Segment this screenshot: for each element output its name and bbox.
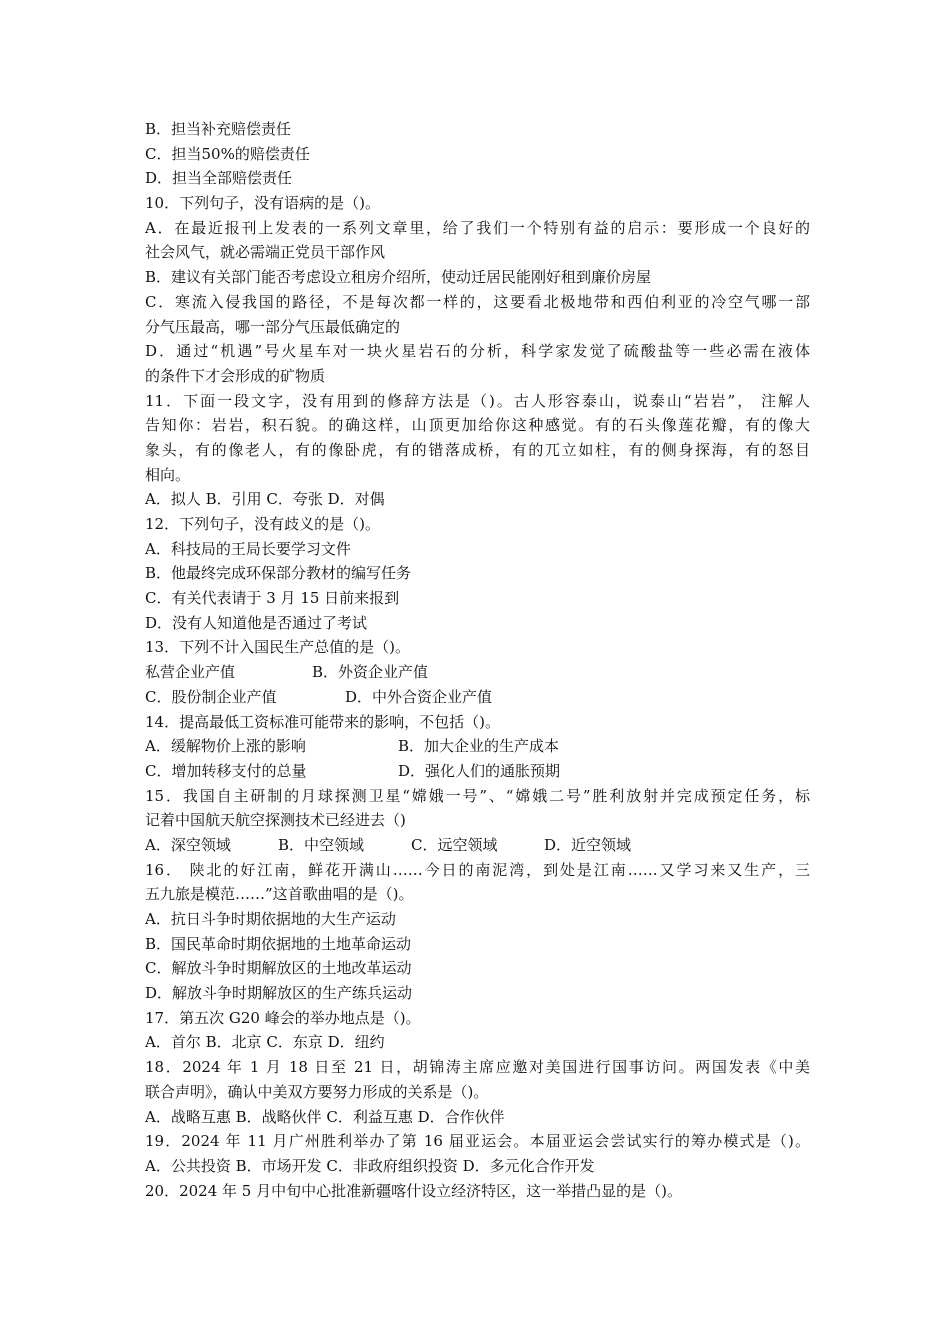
option: D．中外合资企业产值 bbox=[345, 687, 493, 706]
text-line: 分气压最高，哪一部分气压最低确定的 bbox=[145, 317, 401, 336]
text-line: A．公共投资 B．市场开发 C．非政府组织投资 D．多元化合作开发 bbox=[145, 1156, 595, 1175]
text-line: A．在最近报刊上发表的一系列文章里，给了我们一个特别有益的启示：要形成一个良好的 bbox=[145, 218, 810, 237]
text-line: B．建议有关部门能否考虑设立租房介绍所，使动迁居民能刚好租到廉价房屋 bbox=[145, 268, 652, 287]
text-line: B．国民革命时期依据地的土地革命运动 bbox=[145, 934, 412, 953]
options-row bbox=[145, 685, 810, 710]
options-row bbox=[145, 660, 810, 685]
question-12: 12．下列句子，没有歧义的是（)。 bbox=[145, 515, 380, 533]
text-line: D．没有人知道他是否通过了考试 bbox=[145, 613, 368, 632]
text-line: A．抗日斗争时期依据地的大生产运动 bbox=[145, 910, 396, 928]
text-line: B．他最终完成环保部分教材的编写任务 bbox=[145, 564, 412, 583]
option: D．强化人们的通胀预期 bbox=[398, 761, 561, 780]
question-20: 20．2024 年 5 月中旬中心批准新疆喀什设立经济特区，这一举措凸显的是（)。 bbox=[145, 1181, 682, 1200]
text-line: B．担当补充赔偿责任 bbox=[145, 120, 292, 138]
text-line: A．首尔 B．北京 C．东京 D．纽约 bbox=[145, 1033, 385, 1052]
text-line: 记着中国航天航空探测技术已经进去（) bbox=[145, 811, 406, 830]
options-row bbox=[145, 833, 810, 858]
text-line: 五九旅是模范……”这首歌曲唱的是（)。 bbox=[145, 885, 414, 904]
question-13: 13．下列不计入国民生产总值的是（)。 bbox=[145, 638, 410, 657]
option: A．深空领域 bbox=[145, 835, 231, 854]
options-row bbox=[145, 759, 810, 784]
text-line: D．担当全部赔偿责任 bbox=[145, 169, 293, 188]
option: B．加大企业的生产成本 bbox=[398, 737, 560, 756]
text-line: C．有关代表请于 3 月 15 日前来报到 bbox=[145, 589, 400, 608]
question-11: 11．下面一段文字，没有用到的修辞方法是（)。古人形容泰山，说泰山“岩岩”， 注解人 bbox=[145, 391, 810, 410]
text-line: 象头，有的像老人，有的像卧虎，有的错落成桥，有的兀立如柱，有的侧身探海，有的怒目 bbox=[145, 440, 810, 459]
question-17: 17．第五次 G20 峰会的举办地点是（)。 bbox=[145, 1008, 421, 1027]
question-19: 19．2024 年 11 月广州胜利举办了第 16 届亚运会。本届亚运会尝试实行的筹办模式是（)。 bbox=[145, 1132, 810, 1151]
text-line: C．解放斗争时期解放区的土地改革运动 bbox=[145, 959, 412, 978]
question-10: 10．下列句子，没有语病的是（)。 bbox=[145, 194, 380, 213]
question-15: 15．我国自主研制的月球探测卫星“嫦娥一号”、“嫦娥二号”胜利放射并完成预定任务，标 bbox=[145, 786, 810, 805]
option: 私营企业产值 bbox=[145, 663, 236, 682]
text-line: D．通过“机遇”号火星车对一块火星岩石的分析，科学家发觉了硫酸盐等一些必需在液体 bbox=[145, 342, 810, 361]
question-18: 18．2024 年 1 月 18 日至 21 日，胡锦涛主席应邀对美国进行国事访问。两国发表《中美 bbox=[145, 1058, 810, 1077]
text-line: C．寒流入侵我国的路径，不是每次都一样的，这要看北极地带和西伯利亚的冷空气哪一部 bbox=[145, 292, 810, 311]
text-line: 社会风气，就必需端正党员干部作风 bbox=[145, 243, 386, 262]
text-line: 的条件下才会形成的矿物质 bbox=[145, 366, 326, 385]
text-line: A．拟人 B．引用 C．夸张 D．对偶 bbox=[145, 490, 385, 509]
text-line: 联合声明》，确认中美双方要努力形成的关系是（)。 bbox=[145, 1082, 489, 1101]
option: C．增加转移支付的总量 bbox=[145, 761, 307, 780]
text-line: 相向。 bbox=[145, 465, 191, 484]
option: A．缓解物价上涨的影响 bbox=[145, 737, 306, 756]
question-14: 14．提高最低工资标准可能带来的影响，不包括（)。 bbox=[145, 712, 500, 731]
option: C．股份制企业产值 bbox=[145, 687, 277, 706]
document-body bbox=[145, 117, 810, 1203]
text-line: A．科技局的王局长要学习文件 bbox=[145, 539, 351, 558]
option: D．近空领域 bbox=[544, 835, 632, 854]
text-line: C．担当50%的赔偿责任 bbox=[145, 144, 310, 163]
options-row bbox=[145, 734, 810, 759]
option: B．外资企业产值 bbox=[312, 663, 429, 682]
option: B．中空领域 bbox=[278, 835, 365, 854]
option: C．远空领域 bbox=[411, 835, 498, 854]
text-line: D．解放斗争时期解放区的生产练兵运动 bbox=[145, 984, 413, 1003]
question-16: 16． 陕北的好江南，鲜花开满山……今日的南泥湾，到处是江南……又学习来又生产，三 bbox=[145, 860, 810, 879]
text-line: A．战略互惠 B．战略伙伴 C．利益互惠 D．合作伙伴 bbox=[145, 1107, 505, 1126]
text-line: 告知你：岩岩，积石貌。的确这样，山顶更加给你这种感觉。有的石头像莲花瓣，有的像大 bbox=[145, 416, 810, 435]
